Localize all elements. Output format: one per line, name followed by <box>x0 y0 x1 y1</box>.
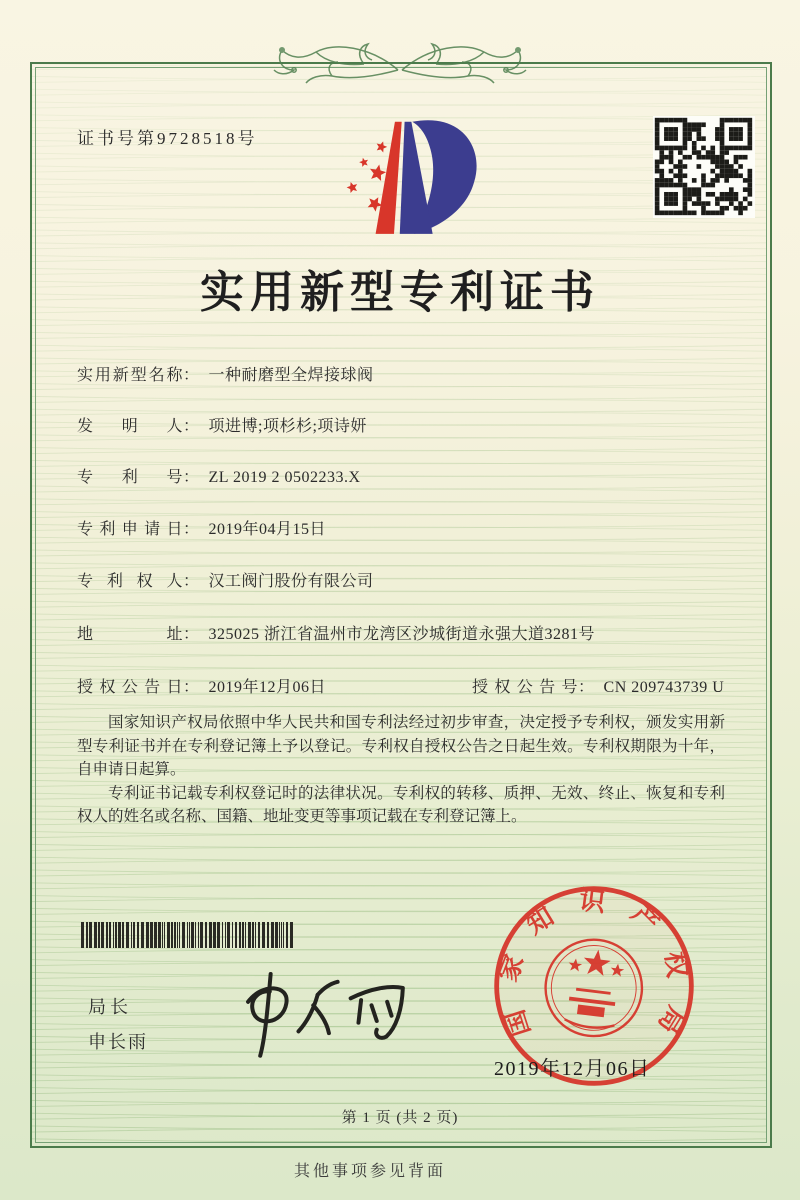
dragon-ornament-icon <box>266 26 534 84</box>
field-value: CN 209743739 U <box>603 679 725 696</box>
legal-paragraph-2: 专利证书记载专利权登记时的法律状况。专利权的转移、质押、无效、终止、恢复和专利权人的姓名或名称、国籍、地址变更等事项记载在专利登记簿上。 <box>77 784 725 826</box>
field-colon: ： <box>183 626 200 643</box>
certificate-title: 实用新型专利证书 <box>200 268 600 317</box>
field-colon: ： <box>183 418 200 435</box>
back-side-note: 其他事项参见背面 <box>293 1163 446 1180</box>
field-label: 发明人 <box>77 418 183 435</box>
field-colon: ： <box>183 679 200 696</box>
field-colon: ： <box>183 521 200 538</box>
commissioner-title: 局长 <box>88 997 132 1017</box>
field-colon: ： <box>183 367 200 384</box>
field-colon: ： <box>578 679 595 696</box>
field-label: 授权公告日 <box>77 679 183 696</box>
seal-date: 2019年12月06日 <box>494 1058 651 1080</box>
field-label: 地址 <box>77 626 183 643</box>
field-row-address <box>77 621 595 644</box>
barcode-icon <box>80 922 298 948</box>
field-value: ZL 2019 2 0502233.X <box>208 469 361 486</box>
field-value: 2019年12月06日 <box>208 679 327 696</box>
field-row-filing-date <box>77 516 326 539</box>
legal-paragraph-1: 国家知识产权局依照中华人民共和国专利法经过初步审查，决定授予专利权，颁发实用新型专利证书并在专利登记簿上予以登记。专利权自授权公告之日起生效。专利权期限为十年，自申请日起算。 <box>77 714 725 779</box>
field-label: 专利申请日 <box>77 521 183 538</box>
field-label: 专利权人 <box>77 573 183 590</box>
qr-code-icon <box>653 116 755 218</box>
field-value: 汉工阀门股份有限公司 <box>208 573 374 590</box>
field-label: 专利号 <box>77 469 183 486</box>
cnipa-logo-icon <box>335 110 480 238</box>
legal-text <box>77 711 725 829</box>
field-colon: ： <box>183 573 200 590</box>
field-row-patentee <box>77 568 374 591</box>
field-colon: ： <box>183 469 200 486</box>
field-row-name <box>77 362 374 385</box>
field-label: 实用新型名称 <box>77 367 183 384</box>
field-row-grant <box>77 674 723 697</box>
field-value: 2019年04月15日 <box>208 521 327 538</box>
svg-text:国家知识产权局: 国家知识产权局 <box>492 885 695 1060</box>
commissioner-name: 申长雨 <box>88 1032 148 1052</box>
field-value: 325025 浙江省温州市龙湾区沙城街道永强大道3281号 <box>208 626 596 643</box>
field-row-inventor <box>77 413 367 436</box>
field-grant-no <box>472 674 724 697</box>
field-value: 一种耐磨型全焊接球阀 <box>208 367 374 384</box>
handwritten-signature-icon <box>215 968 415 1060</box>
field-row-patent-no <box>77 464 361 487</box>
field-label: 授权公告号 <box>472 679 578 696</box>
field-value: 项进博;项杉杉;项诗妍 <box>208 418 367 435</box>
certificate-number: 证书号第9728518号 <box>77 129 258 148</box>
page-number: 第 1 页 (共 2 页) <box>341 1110 459 1126</box>
